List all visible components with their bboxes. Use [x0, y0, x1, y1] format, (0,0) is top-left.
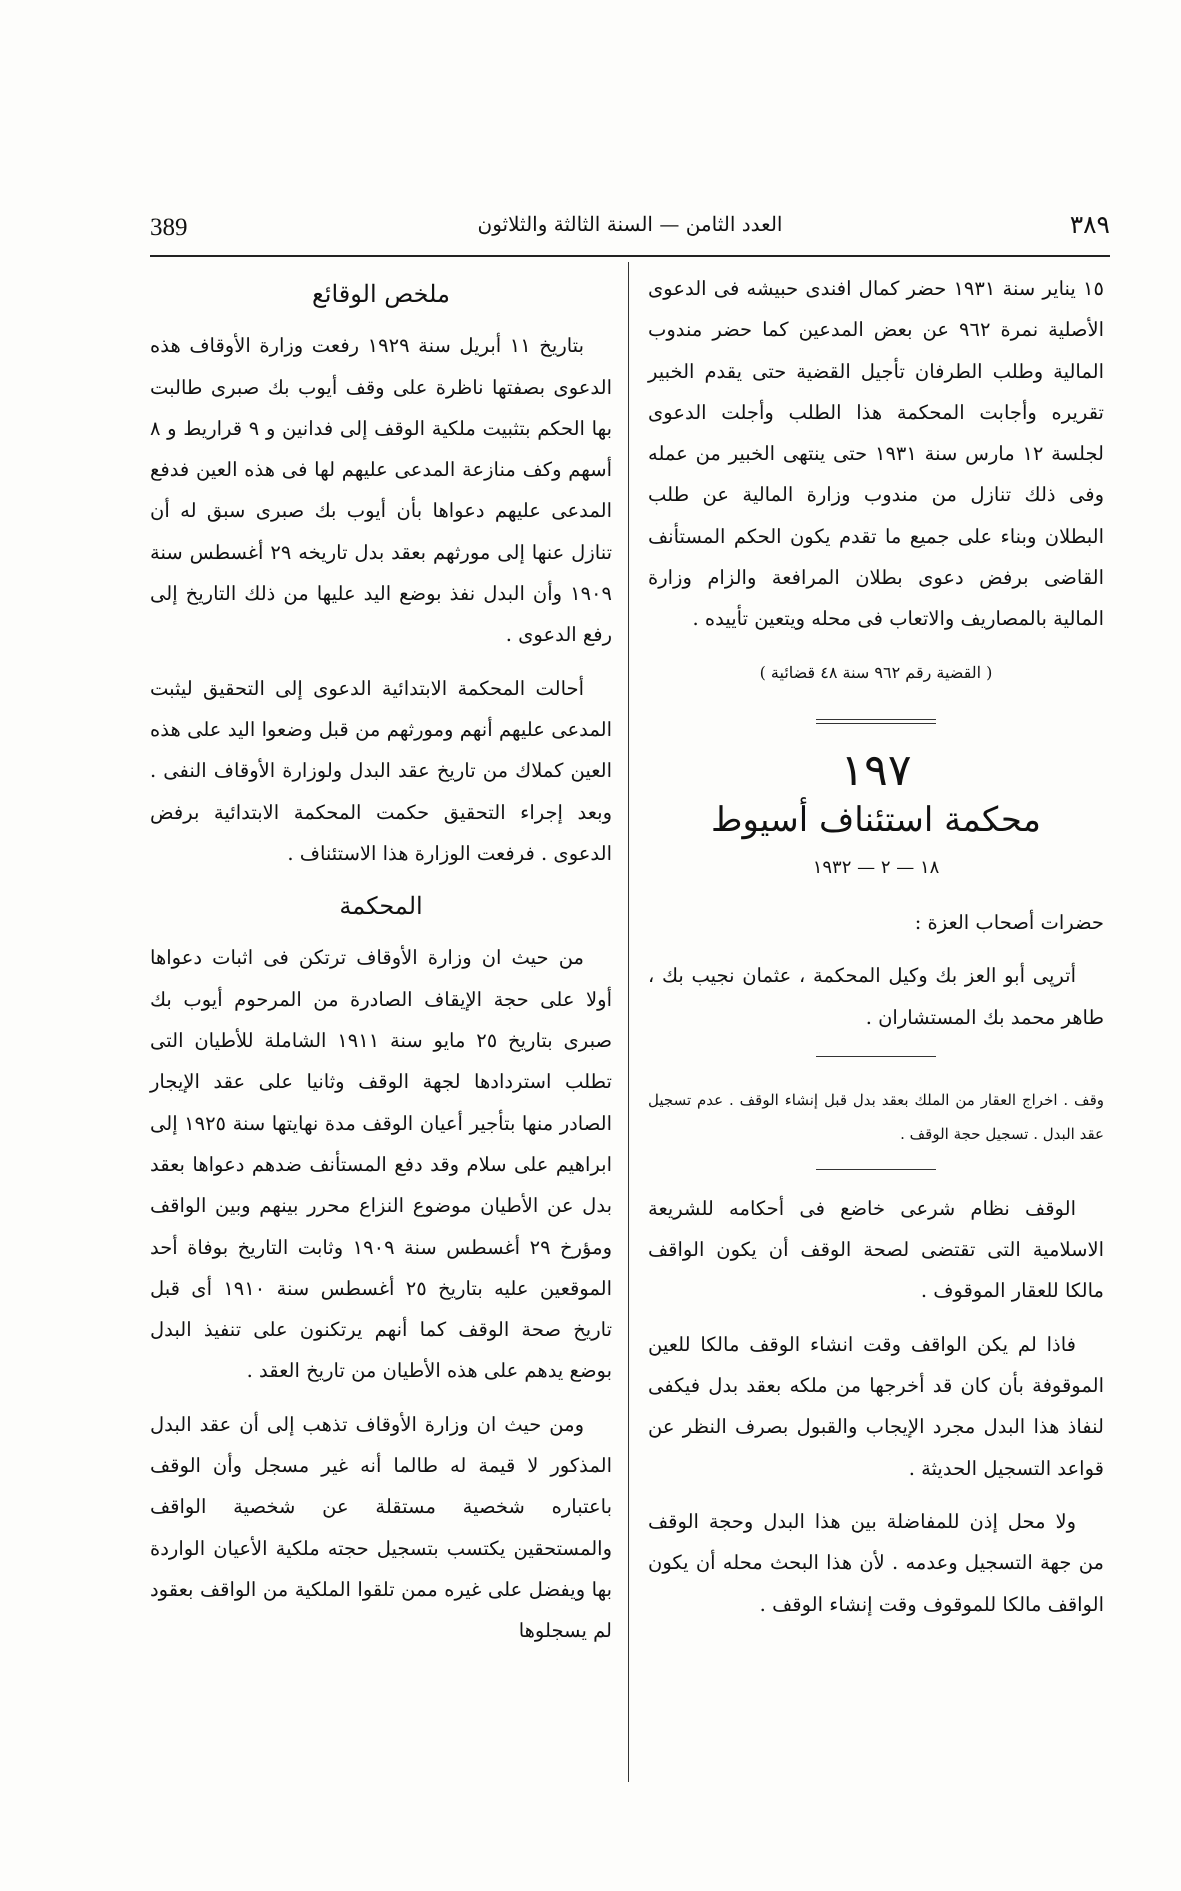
- court-heading: المحكمة: [339, 892, 423, 921]
- page-number-latin: 389: [150, 214, 188, 241]
- presence-intro: حضرات أصحاب العزة :: [914, 910, 1104, 934]
- court-name: محكمة استئناف أسيوط: [711, 799, 1041, 840]
- principle-3: ولا محل إذن للمفاضلة بين هذا البدل وحجة الوقف من جهة التسجيل وعدمه . لأن هذا البحث محله أن يكون الواقف مالكا للموقوف وقت إنشاء الوقف .: [648, 1509, 1104, 1616]
- second-column: [150, 268, 612, 1664]
- case-citation: ( القضية رقم ٩٦٢ سنة ٤٨ قضائية ): [759, 662, 993, 682]
- facts-heading: ملخص الوقائع: [312, 280, 450, 308]
- court-paragraph-1: من حيث ان وزارة الأوقاف ترتكن فى اثبات دعواها أولا على حجة الإيقاف الصادرة من المرحوم أيوب بك صبرى بتاريخ ٢٥ مايو سنة ١٩١١ الشاملة للأطيان التى تطلب استردادها لجهة الوقف وثانيا على عقد الإيجار الصادر منها بتأجير أعيان الوقف مدة نهايتها سنة ١٩٢٥ إلى ابراهيم على سلام وقد دفع المستأنف ضدهم دعواها بعقد بدل عن الأطيان موضوع النزاع محرر بينهم وبين الواقف ومؤرخ ٢٩ أغسطس سنة ١٩٠٩ وثابت التاريخ بوفاة أحد الموقعين عليه بتاريخ ٢٥ أغسطس سنة ١٩١٠ أى قبل تاريخ صحة الوقف كما أنهم يرتكنون على تنفيذ البدل بوضع يدهم على هذه الأطيان من تاريخ العقد .: [150, 946, 613, 1383]
- page-number-arabic: ٣٨٩: [1069, 210, 1110, 239]
- principle-1: الوقف نظام شرعى خاضع فى أحكامه للشريعة الاسلامية التى تقتضى لصحة الوقف أن يكون الواقف مالكا للعقار الموقوف .: [648, 1196, 1104, 1303]
- judges-list: أترپى أبو العز بك وكيل المحكمة ، عثمان نجيب بك ، طاهر محمد بك المستشاران .: [648, 964, 1104, 1029]
- syllabus: وقف . اخراج العقار من الملك بعقد بدل قبل إنشاء الوقف . عدم تسجيل عقد البدل . تسجيل حجة الوقف .: [648, 1090, 1104, 1143]
- principle-2: فاذا لم يكن الواقف وقت انشاء الوقف مالكا للعين الموقوفة بأن كان قد أخرجها من ملكه بعقد بدل فيكفى لنفاذ هذا البدل مجرد الإيجاب والقبول بصرف النظر عن قواعد التسجيل الحديثة .: [648, 1332, 1104, 1480]
- facts-paragraph-1: بتاريخ ١١ أبريل سنة ١٩٢٩ رفعت وزارة الأوقاف هذه الدعوى بصفتها ناظرة على وقف أيوب بك صبرى طالبت بها الحكم بتثبيت ملكية الوقف إلى فدانين و ٩ قراريط و ٨ أسهم وكف منازعة المدعى عليهم لها فى هذه العين فدفع المدعى عليهم دعواها بأن أيوب بك صبرى سبق له أن تنازل عنها إلى مورثهم بعقد بدل تاريخه ٢٩ أغسطس سنة ١٩٠٩ وأن البدل نفذ بوضع اليد عليها من ذلك التاريخ إلى رفع الدعوى .: [150, 334, 613, 647]
- continued-paragraph: ١٥ يناير سنة ١٩٣١ حضر كمال افندى حبيشه فى الدعوى الأصلية نمرة ٩٦٢ عن بعض المدعين كما حضر مندوب المالية وطلب الطرفان تأجيل القضية حتى يقدم الخبير تقريره وأجابت المحكمة هذا الطلب وأجلت الدعوى لجلسة ١٢ مارس سنة ١٩٣١ حتى ينتهى الخبير من عمله وفى ذلك تنازل من مندوب وزارة المالية عن طلب البطلان وبناء على جميع ما تقدم يكون الحكم المستأنف القاضى برفض دعوى بطلان المرافعة والزام وزارة المالية بالمصاريف والاتعاب فى محله ويتعين تأييده .: [648, 277, 1105, 631]
- judgment-date: ١٨ — ٢ — ١٩٣٢: [812, 856, 940, 878]
- court-paragraph-2: ومن حيث ان وزارة الأوقاف تذهب إلى أن عقد البدل المذكور لا قيمة له طالما أنه غير مسجل وأن الوقف باعتباره شخصية مستقلة عن شخصية الواقف والمستحقين يكتسب بتسجيل حجته ملكية الأعيان الواردة بها ويفضل على غيره ممن تلقوا الملكية من الواقف بعقود لم يسجلوها: [150, 1412, 612, 1643]
- page-header: [150, 208, 1110, 248]
- facts-paragraph-2: أحالت المحكمة الابتدائية الدعوى إلى التحقيق ليثبت المدعى عليهم أنهم ومورثهم من قبل وضعوا اليد على هذه العين كملاك من تاريخ عقد البدل ولوزارة الأوقاف النفى . وبعد إجراء التحقيق حكمت المحكمة الابتدائية برفض الدعوى . فرفعت الوزارة هذا الاستئناف .: [150, 676, 612, 865]
- case-number: ١٩٧: [840, 744, 912, 796]
- separator-rule: [816, 1056, 936, 1057]
- running-title: العدد الثامن — السنة الثالثة والثلاثون: [477, 212, 783, 236]
- first-column: [648, 268, 1104, 1637]
- separator-rule-2: [816, 1169, 936, 1170]
- column-divider: [628, 262, 629, 1782]
- double-rule: [816, 719, 936, 724]
- header-rule: [150, 255, 1110, 257]
